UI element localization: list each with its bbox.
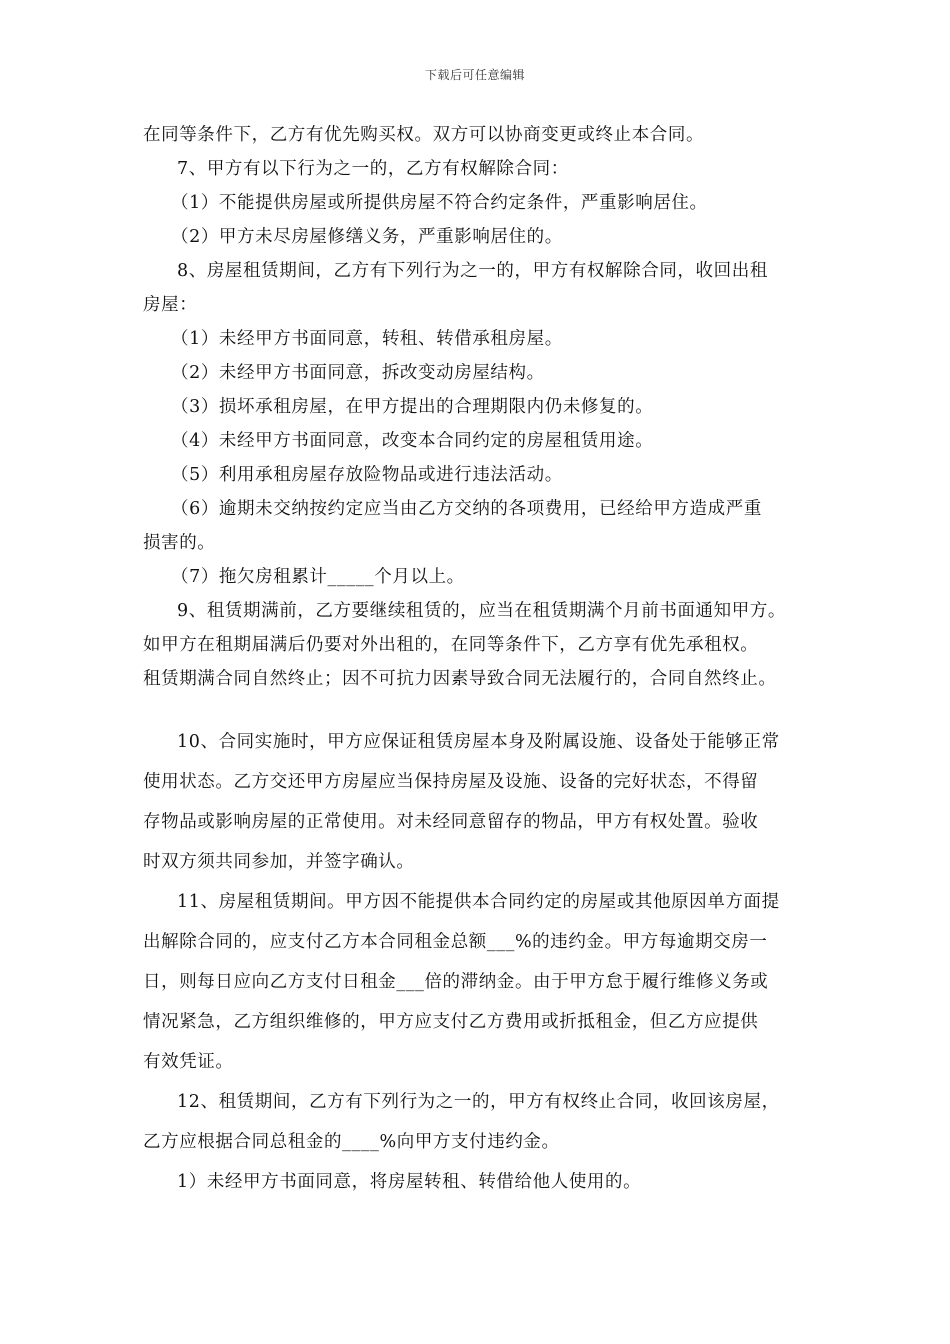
clause-11-line-2: 出解除合同的，应支付乙方本合同租金总额___%的违约金。甲方每逾期交房一: [143, 932, 768, 952]
paragraph-gap: [143, 696, 833, 722]
clause-8-item-6-cont: 损害的。: [143, 533, 216, 553]
clause-8-item-3: （3）损坏承租房屋，在甲方提出的合理期限内仍未修复的。: [171, 397, 654, 417]
clause-11-line-1: 11、房屋租赁期间。甲方因不能提供本合同约定的房屋或其他原因单方面提: [177, 892, 780, 912]
clause-11-line-4: 情况紧急，乙方组织维修的，甲方应支付乙方费用或折抵租金，但乙方应提供: [143, 1012, 759, 1032]
document-body: [143, 118, 833, 1202]
clause-10-line-1: 10、合同实施时，甲方应保证租赁房屋本身及附属设施、设备处于能够正常: [177, 732, 780, 752]
clause-9-line-2: 如甲方在租期届满后仍要对外出租的，在同等条件下，乙方享有优先承租权。: [143, 635, 759, 655]
clause-8-heading: 8、房屋租赁期间，乙方有下列行为之一的，甲方有权解除合同，收回出租: [177, 261, 768, 281]
clause-12-line-2: 乙方应根据合同总租金的____%向甲方支付违约金。: [143, 1132, 560, 1152]
clause-7-item-1: （1）不能提供房屋或所提供房屋不符合约定条件，严重影响居住。: [171, 193, 708, 213]
clause-12-item-1: 1）未经甲方书面同意，将房屋转租、转借给他人使用的。: [177, 1172, 642, 1192]
clause-8-item-4: （4）未经甲方书面同意，改变本合同约定的房屋租赁用途。: [171, 431, 654, 451]
clause-11-line-5: 有效凭证。: [143, 1052, 234, 1072]
clause-10-line-3: 存物品或影响房屋的正常使用。对未经同意留存的物品，甲方有权处置。验收: [143, 812, 759, 832]
clause-8-item-5: （5）利用承租房屋存放险物品或进行违法活动。: [171, 465, 563, 485]
clause-7-item-2: （2）甲方未尽房屋修缮义务，严重影响居住的。: [171, 227, 563, 247]
clause-9-line-3: 租赁期满合同自然终止；因不可抗力因素导致合同无法履行的，合同自然终止。: [143, 669, 777, 689]
clause-8-item-6: （6）逾期未交纳按约定应当由乙方交纳的各项费用，已经给甲方造成严重: [171, 499, 762, 519]
clause-7-heading: 7、甲方有以下行为之一的，乙方有权解除合同：: [177, 159, 569, 179]
clause-8-item-2: （2）未经甲方书面同意，拆改变动房屋结构。: [171, 363, 545, 383]
clause-9-line-1: 9、租赁期满前，乙方要继续租赁的，应当在租赁期满个月前书面通知甲方。: [177, 601, 787, 621]
clause-8-item-7: （7）拖欠房租累计_____个月以上。: [171, 567, 465, 587]
clause-10-line-2: 使用状态。乙方交还甲方房屋应当保持房屋及设施、设备的完好状态，不得留: [143, 772, 759, 792]
clause-8-heading-cont: 房屋：: [143, 295, 198, 315]
page-header: 下载后可任意编辑: [424, 68, 525, 82]
clause-12-line-1: 12、租赁期间，乙方有下列行为之一的，甲方有权终止合同，收回该房屋，: [177, 1092, 780, 1112]
clause-10-line-4: 时双方须共同参加，并签字确认。: [143, 852, 415, 872]
clause-8-item-1: （1）未经甲方书面同意，转租、转借承租房屋。: [171, 329, 563, 349]
paragraph-line: 在同等条件下，乙方有优先购买权。双方可以协商变更或终止本合同。: [143, 125, 705, 145]
clause-11-line-3: 日，则每日应向乙方支付日租金___倍的滞纳金。由于甲方怠于履行维修义务或: [143, 972, 769, 992]
